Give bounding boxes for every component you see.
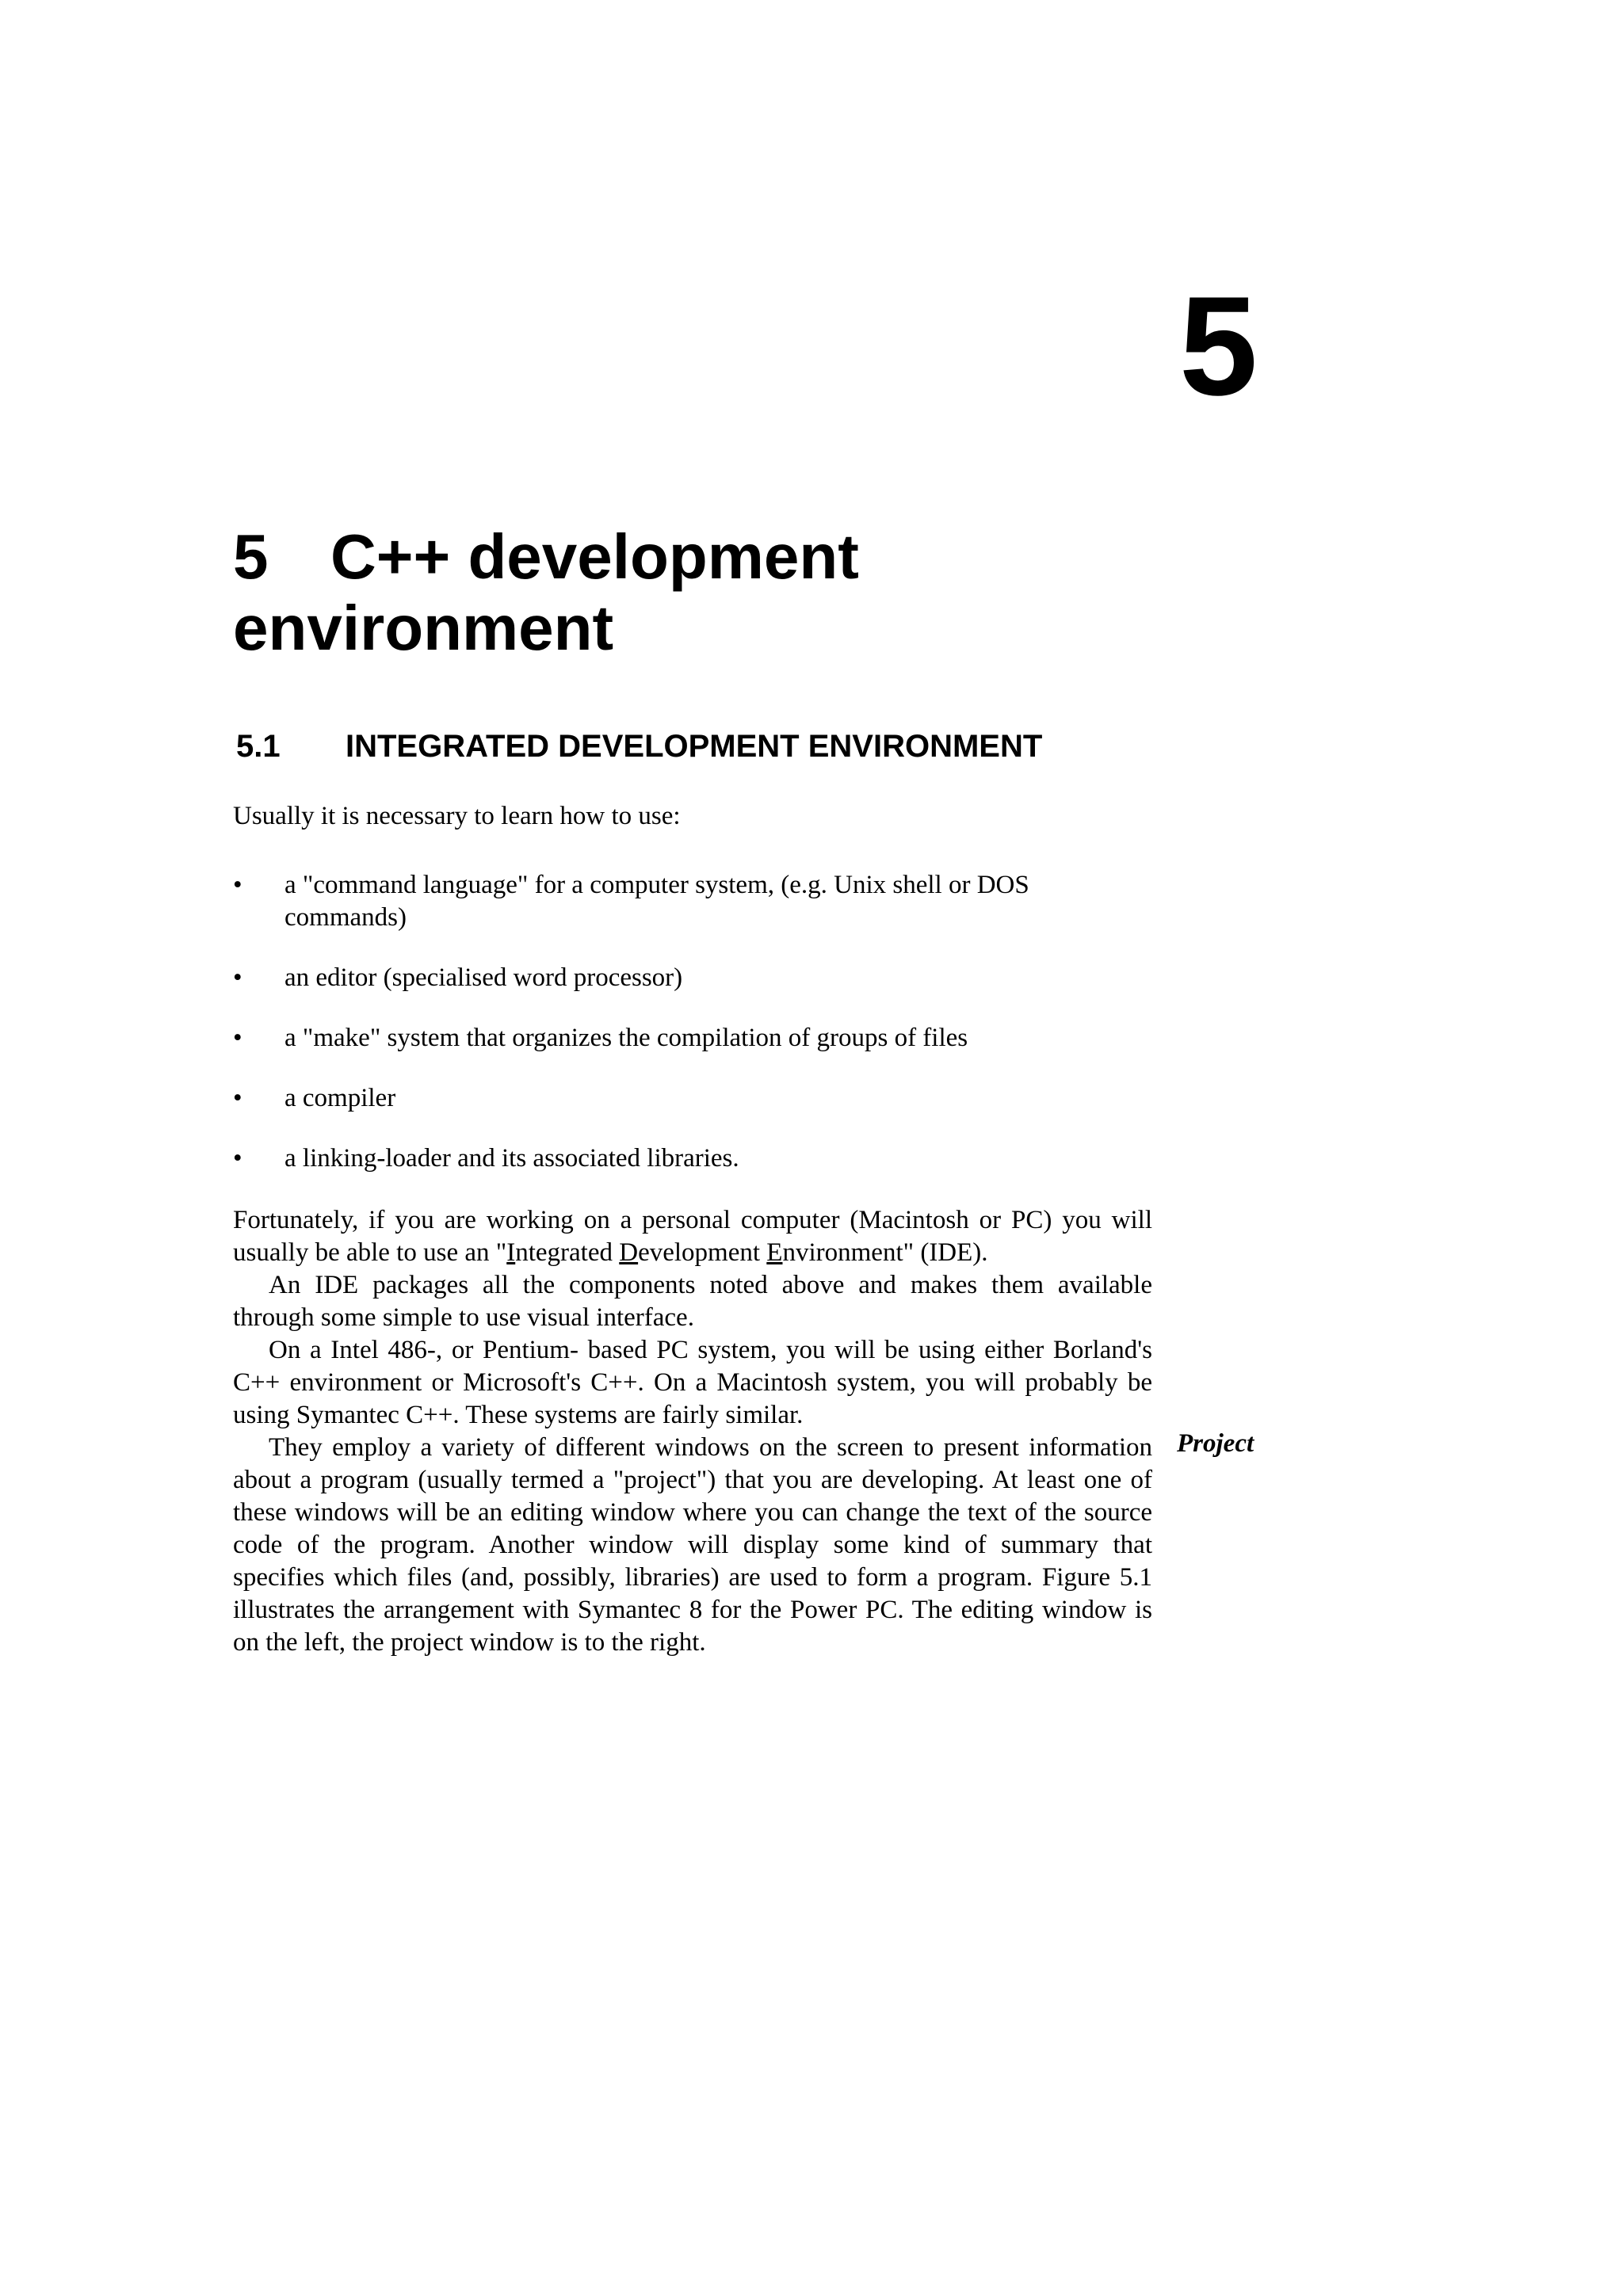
intro-text: Usually it is necessary to learn how to use: (233, 802, 681, 830)
bullet-icon: • (233, 1144, 242, 1173)
section-title: INTEGRATED DEVELOPMENT ENVIRONMENT (346, 729, 1043, 764)
list-item-text: an editor (specialised word processor) (285, 963, 683, 992)
paragraph-2: An IDE packages all the components noted above and makes them available through some simple to use visual interface. (233, 1271, 1152, 1332)
bullet-icon: • (233, 1084, 242, 1112)
chapter-title (233, 521, 1263, 664)
chapter-title-line1: C++ development (330, 521, 859, 592)
paragraph-4: They employ a variety of different windows on the screen to present information about a program (usually termed a "project") that you are developing. At least one of these windows will be an editing window where you can change the text of the source code of the program. Another window will display some kind of summary that specifies which files (and, possibly, libraries) are used to form a program. Figure 5.1 illustrates the arrangement with Symantec 8 for the Power PC. The editing window is on the left, the project window is to the right. (233, 1433, 1152, 1657)
list-item-text: a "make" system that organizes the compilation of groups of files (285, 1024, 968, 1052)
margin-note-project: Project (1177, 1429, 1254, 1458)
list-item (233, 869, 1152, 934)
list-item-text: a compiler (285, 1084, 396, 1112)
section-number: 5.1 (236, 729, 281, 764)
paragraph-1: Fortunately, if you are working on a personal computer (Macintosh or PC) you will usually be able to use an "Integrated Development Environment" (IDE). (233, 1206, 1152, 1267)
chapter-title-line2: environment (233, 593, 614, 663)
list-item-text: a "command language" for a computer system, (e.g. Unix shell or DOS commands) (285, 871, 1029, 932)
list-item (233, 1142, 1152, 1175)
chapter-title-number: 5 (233, 521, 269, 592)
list-item (233, 1082, 1152, 1115)
paragraph-3: On a Intel 486-, or Pentium- based PC system, you will be using either Borland's C++ environment or Microsoft's C++. On a Macintosh system, you will probably be using Symantec C++. These systems are fairly similar. (233, 1336, 1152, 1429)
section-heading (236, 726, 1042, 767)
body-text (233, 1204, 1152, 1659)
list-item (233, 1022, 1152, 1055)
bullet-icon: • (233, 1024, 242, 1052)
list-item-text: a linking-loader and its associated libraries. (285, 1144, 739, 1173)
bullet-list (233, 869, 1152, 1203)
chapter-number: 5 (1179, 267, 1258, 425)
bullet-icon: • (233, 871, 242, 899)
list-item (233, 962, 1152, 994)
bullet-icon: • (233, 963, 242, 992)
